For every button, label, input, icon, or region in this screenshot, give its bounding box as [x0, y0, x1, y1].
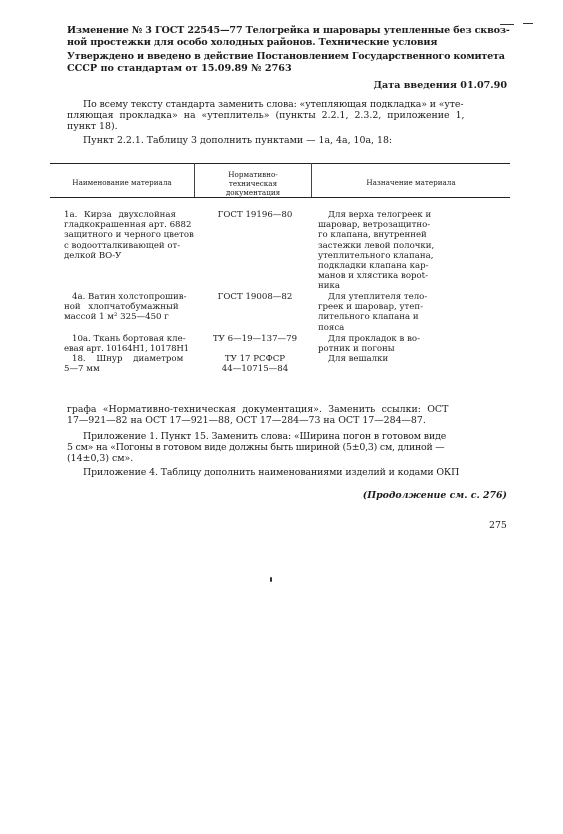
approval-text	[67, 51, 507, 74]
cell-line: пояса	[318, 322, 345, 333]
table-row-material	[64, 292, 194, 323]
print-speck	[270, 577, 272, 582]
table-row-purpose	[318, 210, 510, 292]
table-row-doc	[200, 292, 310, 302]
paragraph-line: 5 см» на «Погоны в готовом виде должны быть шириной (5±0,3) см, длиной —	[67, 442, 445, 453]
table-header-rule	[50, 197, 510, 198]
cell-line: Для утеплителя тело-	[328, 292, 428, 302]
column-header-material: Наименование материала	[72, 178, 172, 187]
appendix4-paragraph: Приложение 4. Таблицу дополнить наименованиями изделий и кодами ОКП	[83, 467, 460, 478]
paragraph-line: пляющая прокладка» на «утеплитель» (пункты 2.2.1, 2.3.2, приложение 1,	[67, 110, 465, 121]
cell-line: подкладки клапана кар-	[318, 261, 429, 272]
cell-line: с водоотталкивающей от-	[64, 240, 181, 251]
approval-line: Утверждено и введено в действие Постановлением Государственного комитета	[67, 51, 505, 62]
cell-line: шаровар, ветрозащитно-	[318, 220, 431, 231]
cell-line: 1а. Кирза двухслойная	[64, 210, 176, 220]
cell-line: утеплительного клапана,	[318, 250, 434, 261]
title-line: Изменение № 3 ГОСТ 22545—77 Телогрейка и шаровары утепленные без сквоз-	[67, 25, 510, 36]
cell-line: ТУ 6—19—137—79	[212, 334, 298, 344]
paragraph-line: По всему тексту стандарта заменить слова: «утепляющая подкладка» и «уте-	[83, 99, 464, 110]
appendix1-paragraph	[67, 431, 507, 464]
cell-line: 44—10715—84	[221, 364, 289, 375]
cell-line: Для вешалки	[328, 354, 389, 364]
cell-line: Для прокладок в во-	[328, 334, 421, 344]
effective-date: Дата введения 01.07.90	[373, 80, 507, 91]
table-intro: Пункт 2.2.1. Таблицу 3 дополнить пунктами — 1а, 4а, 10а, 18:	[83, 135, 393, 146]
table-row-doc	[200, 354, 310, 374]
cell-line: ника	[318, 281, 340, 292]
paragraph-line: 17—921—82 на ОСТ 17—921—88, ОСТ 17—284—73 на ОСТ 17—284—87.	[67, 415, 426, 426]
cell-line: массой 1 м² 325—450 г	[64, 312, 169, 323]
amendment-title	[67, 25, 510, 48]
cell-line: ротник и погоны	[318, 344, 395, 355]
cell-line: ГОСТ 19196—80	[217, 210, 293, 220]
continuation-note: (Продолжение см. с. 276)	[362, 490, 507, 501]
cell-line: манов и хлястика вороt-	[318, 271, 429, 282]
cell-line: ГОСТ 19008—82	[217, 292, 293, 302]
page-number: 275	[489, 520, 507, 531]
table-row-material	[64, 210, 194, 261]
table-row-doc	[200, 334, 310, 344]
replace-words-paragraph	[67, 99, 507, 132]
table-row-material	[64, 354, 194, 374]
cell-line: Для верха телогреек и	[328, 210, 432, 220]
table-column-divider	[194, 163, 195, 197]
cell-line: го клапана, внутренней	[318, 230, 427, 241]
column-header-purpose: Назначение материала	[366, 178, 456, 187]
cell-line: гладкокрашенная арт. 6882	[64, 220, 192, 231]
cell-line: защитного и черного цветов	[64, 230, 194, 241]
cell-line: греек и шаровар, утеп-	[318, 302, 423, 313]
table-row-purpose	[318, 354, 510, 364]
graph-paragraph	[67, 404, 507, 426]
title-line: ной простежки для особо холодных районов. Технические условия	[67, 36, 438, 48]
cell-line: ной хлопчатобумажный	[64, 302, 179, 313]
column-header-doc: Нормативно-техническая документация	[225, 170, 281, 197]
approval-line: СССР по стандартам от 15.09.89 № 2763	[67, 62, 292, 74]
cell-line: ТУ 17 РСФСР	[224, 354, 286, 364]
cell-line: лительного клапана и	[318, 312, 419, 323]
cell-line: 4а. Ватин холстопрошив-	[72, 292, 187, 302]
cell-line: застежки левой полочки,	[318, 240, 435, 251]
top-dash-mark	[523, 23, 533, 24]
cell-line: делкой ВО-У	[64, 250, 122, 261]
paragraph-line: пункт 18).	[67, 121, 118, 132]
table-row-purpose	[318, 334, 510, 354]
table-row-material	[64, 334, 194, 354]
paragraph-line: Приложение 1. Пункт 15. Заменить слова: «Ширина погон в готовом виде	[83, 431, 447, 442]
paragraph-line: графа «Нормативно-техническая документация». Заменить ссылки: ОСТ	[67, 404, 449, 415]
table-row-doc	[200, 210, 310, 220]
table-row-purpose	[318, 292, 510, 333]
cell-line: 10а. Ткань бортовая кле-	[72, 334, 186, 344]
cell-line: 5—7 мм	[64, 364, 100, 375]
paragraph-line: (14±0,3) см».	[67, 453, 134, 464]
cell-line: евая арт. 10164Н1, 10178Н1	[64, 344, 189, 355]
cell-line: 18. Шнур диаметром	[72, 354, 184, 364]
table-top-rule	[50, 163, 510, 164]
